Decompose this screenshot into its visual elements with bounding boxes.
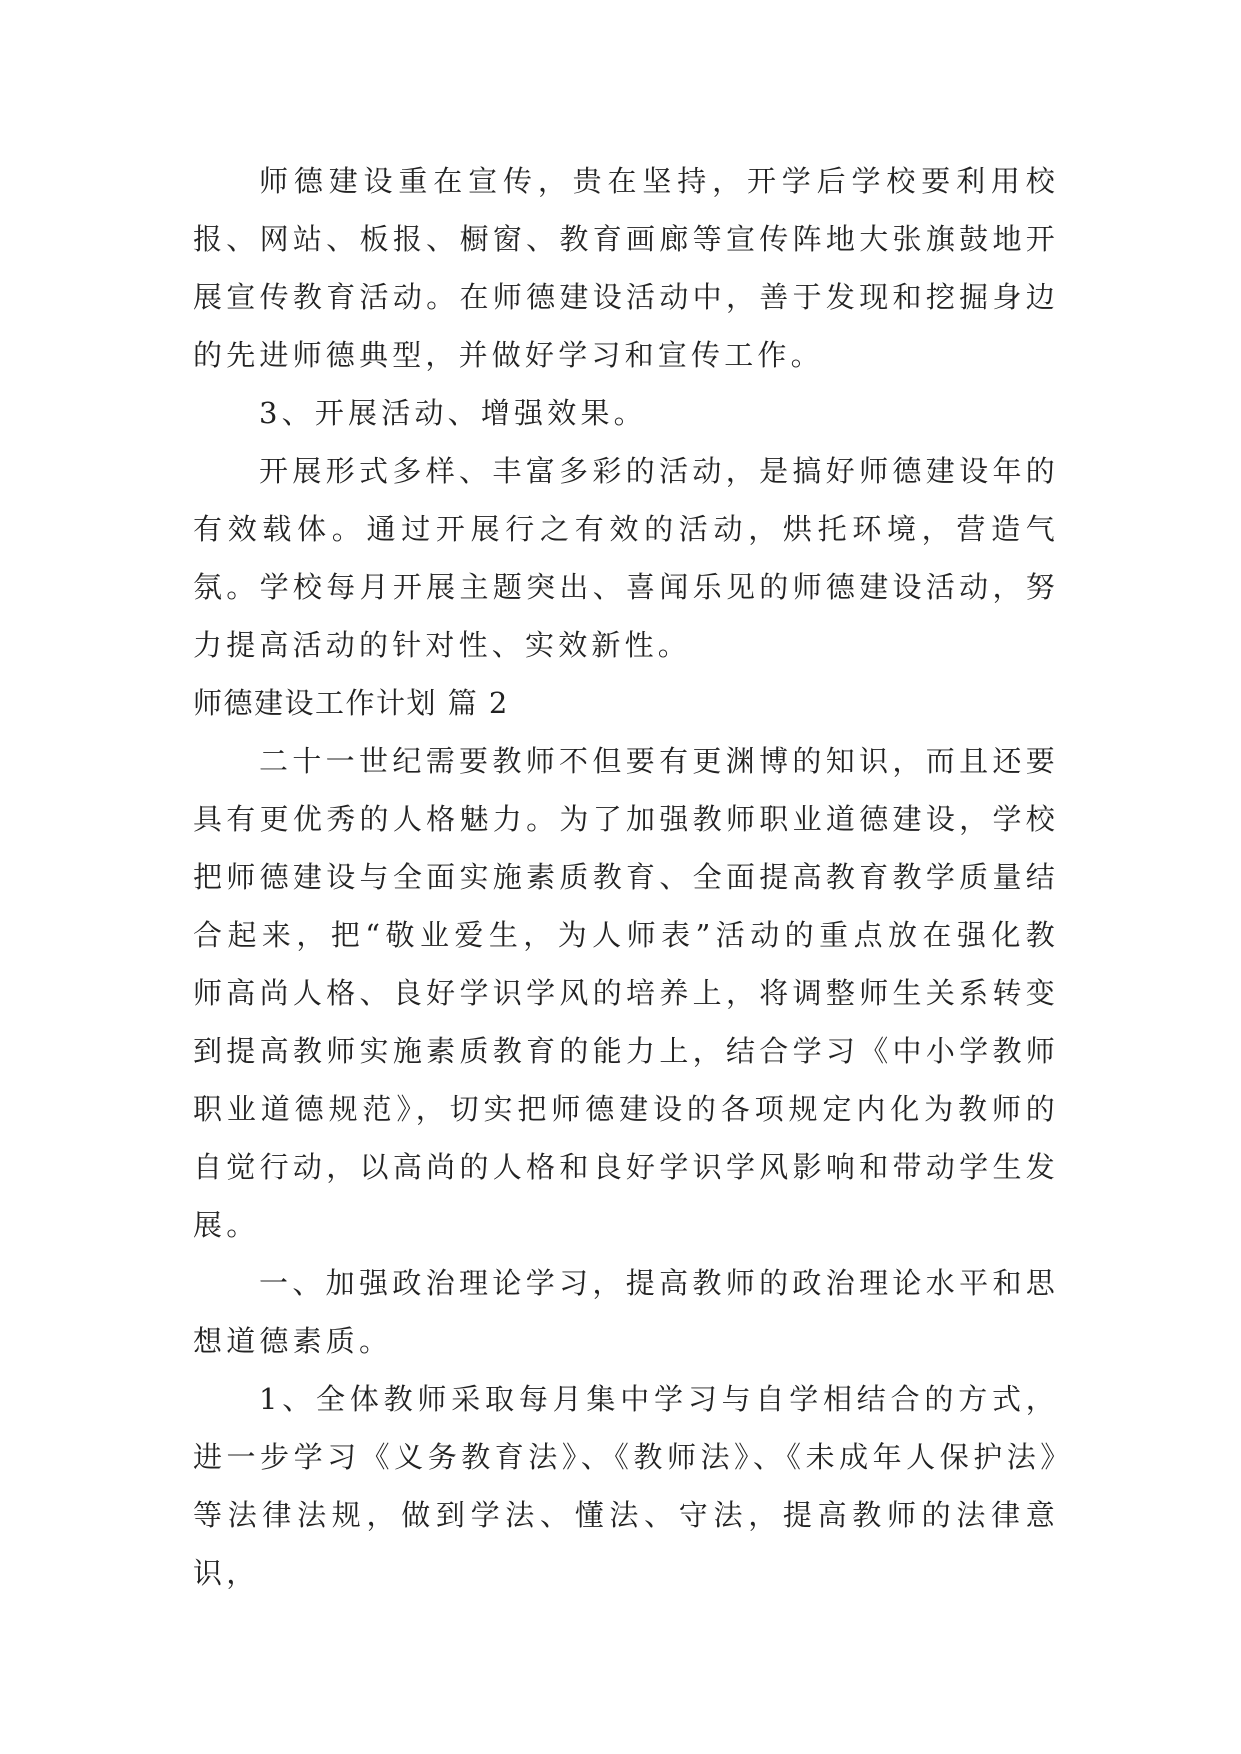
paragraph-section-one-heading: 一、加强政治理论学习，提高教师的政治理论水平和思想道德素质。 [193, 1266, 1059, 1358]
section-title-part-2: 师德建设工作计划 篇 2 [193, 686, 509, 720]
paragraph-item-3-heading: 3、开展活动、增强效果。 [259, 396, 647, 430]
paragraph-publicity: 师德建设重在宣传，贵在坚持，开学后学校要利用校报、网站、板报、橱窗、教育画廊等宣传阵地大张旗鼓地开展宣传教育活动。在师德建设活动中，善于发现和挖掘身边的先进师德典型，并做好学习和宣传工作。 [193, 164, 1059, 372]
paragraph-activities: 开展形式多样、丰富多彩的活动，是搞好师德建设年的有效载体。通过开展行之有效的活动，烘托环境，营造气氛。学校每月开展主题突出、喜闻乐见的师德建设活动，努力提高活动的针对性、实效新性。 [193, 454, 1059, 662]
paragraph-introduction: 二十一世纪需要教师不但要有更渊博的知识，而且还要具有更优秀的人格魅力。为了加强教师职业道德建设，学校把师德建设与全面实施素质教育、全面提高教育教学质量结合起来，把“敬业爱生，为人师表”活动的重点放在强化教师高尚人格、良好学识学风的培养上，将调整师生关系转变到提高教师实施素质教育的能力上，结合学习《中小学教师职业道德规范》，切实把师德建设的各项规定内化为教师的自觉行动，以高尚的人格和良好学识学风影响和带动学生发展。 [193, 744, 1059, 1242]
paragraph-item-1: 1、全体教师采取每月集中学习与自学相结合的方式，进一步学习《义务教育法》、《教师法》、《未成年人保护法》等法律法规，做到学法、懂法、守法，提高教师的法律意识， [193, 1382, 1059, 1590]
document-page [193, 152, 1059, 1602]
